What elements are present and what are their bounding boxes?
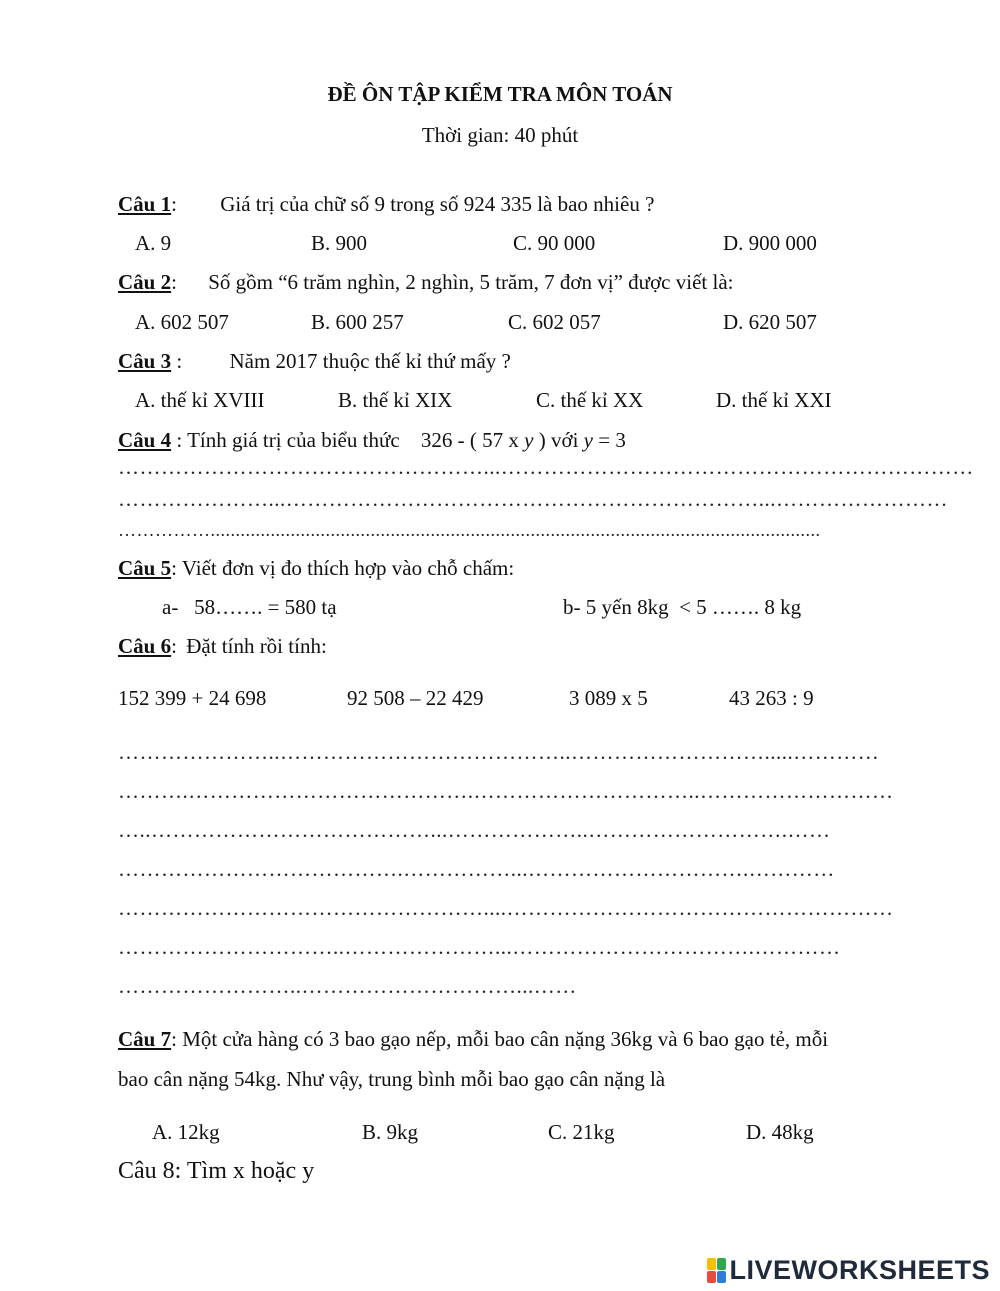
brand-name: LIVEWORKSHEETS — [729, 1255, 990, 1285]
question-text-continued: bao cân nặng 54kg. Như vậy, trung bình mỗi bao gạo cân nặng là — [118, 1067, 666, 1091]
q7-option-b[interactable]: B. 9kg — [362, 1120, 419, 1144]
question-2: Câu 2: Số gồm “6 trăm nghìn, 2 nghìn, 5 trăm, 7 đơn vị” được viết là: — [118, 270, 734, 294]
answer-line[interactable]: …………….......................................................................................................................... — [118, 520, 821, 540]
question-label: Câu 3 — [118, 349, 172, 373]
expression-part: = 3 — [593, 428, 626, 452]
question-text: Năm 2017 thuộc thế kỉ thứ mấy ? — [229, 349, 511, 373]
expression-part: ) với — [533, 428, 584, 452]
calc-4: 43 263 : 9 — [729, 686, 814, 710]
question-5: Câu 5: Viết đơn vị đo thích hợp vào chỗ chấm: — [118, 556, 515, 580]
question-label: Câu 7 — [118, 1027, 172, 1051]
question-label: Câu 6 — [118, 634, 172, 658]
work-line[interactable]: …………………………..…………………...…………………………….………… — [118, 935, 841, 959]
work-line[interactable]: ……….………………………………….…………………………..……………………… — [118, 779, 894, 803]
question-text: Số gồm “6 trăm nghìn, 2 nghìn, 5 trăm, 7 đơn vị” được viết là: — [208, 270, 734, 294]
question-text: Viết đơn vị đo thích hợp vào chỗ chấm: — [181, 556, 515, 580]
question-7: Câu 7: Một cửa hàng có 3 bao gạo nếp, mỗi bao cân nặng 36kg và 6 bao gạo tẻ, mỗi — [118, 1027, 829, 1051]
answer-line[interactable]: …………………...…………………………………………………………...…………………… — [118, 487, 948, 511]
work-line[interactable]: ……………………………………………....……………………………………………… — [118, 896, 894, 920]
question-label: Câu 5 — [118, 556, 172, 580]
q2-option-d[interactable]: D. 620 507 — [723, 310, 817, 334]
q7-option-c[interactable]: C. 21kg — [548, 1120, 615, 1144]
question-label: Câu 1 — [118, 192, 172, 216]
expression-part: 326 - ( 57 x — [420, 428, 525, 452]
question-label: Câu 2 — [118, 270, 172, 294]
calc-3: 3 089 x 5 — [569, 686, 648, 710]
q5-part-a[interactable]: a- 58……. = 580 tạ — [162, 595, 337, 619]
q7-option-a[interactable]: A. 12kg — [152, 1120, 220, 1144]
q1-option-d[interactable]: D. 900 000 — [723, 231, 817, 255]
q2-option-a[interactable]: A. 602 507 — [135, 310, 229, 334]
question-3: Câu 3 : Năm 2017 thuộc thế kỉ thứ mấy ? — [118, 349, 511, 373]
q2-option-b[interactable]: B. 600 257 — [311, 310, 404, 334]
work-line[interactable]: …………………..…………………………………..……………………….....………… — [118, 740, 880, 764]
liveworksheets-logo — [707, 1255, 990, 1286]
logo-blocks-icon — [707, 1258, 726, 1283]
question-text: Giá trị của chữ số 9 trong số 924 335 là bao nhiêu ? — [220, 192, 655, 216]
q3-option-d[interactable]: D. thế kỉ XXI — [716, 388, 832, 412]
question-8: Câu 8: Tìm x hoặc y — [118, 1158, 315, 1184]
q3-option-c[interactable]: C. thế kỉ XX — [536, 388, 644, 412]
question-text: Một cửa hàng có 3 bao gạo nếp, mỗi bao cân nặng 36kg và 6 bao gạo tẻ, mỗi — [182, 1027, 829, 1051]
q1-option-a[interactable]: A. 9 — [135, 231, 172, 255]
question-text: Tính giá trị của biểu thức — [187, 428, 400, 452]
question-text: Đặt tính rồi tính: — [186, 634, 327, 658]
question-1: Câu 1: Giá trị của chữ số 9 trong số 924 335 là bao nhiêu ? — [118, 192, 655, 216]
q7-option-d[interactable]: D. 48kg — [746, 1120, 814, 1144]
q2-option-c[interactable]: C. 602 057 — [508, 310, 601, 334]
q3-option-a[interactable]: A. thế kỉ XVIII — [135, 388, 265, 412]
q5-part-b[interactable]: b- 5 yến 8kg < 5 ……. 8 kg — [563, 595, 802, 619]
question-4: Câu 4 : Tính giá trị của biểu thức 326 - ( 57 x y ) với y = 3 — [118, 428, 626, 452]
calc-1: 152 399 + 24 698 — [118, 686, 267, 710]
work-line[interactable]: ……………………..…………………………...…… — [118, 974, 577, 998]
q3-option-b[interactable]: B. thế kỉ XIX — [338, 388, 453, 412]
work-line[interactable]: ………………………………….……………...………………………….………… — [118, 857, 835, 881]
exam-duration: Thời gian: 40 phút — [421, 123, 579, 147]
question-6: Câu 6: Đặt tính rồi tính: — [118, 634, 327, 658]
work-line[interactable]: …..…………………………………...………………..……………………….…… — [118, 818, 831, 842]
variable-y: y — [583, 428, 593, 452]
calc-2: 92 508 – 22 429 — [347, 686, 484, 710]
q1-option-b[interactable]: B. 900 — [311, 231, 368, 255]
answer-line[interactable]: ……………………………………………...………………………………………………………… — [118, 455, 974, 479]
question-label: Câu 4 — [118, 428, 172, 452]
q1-option-c[interactable]: C. 90 000 — [513, 231, 596, 255]
variable-y: y — [524, 428, 534, 452]
page-title: ĐỀ ÔN TẬP KIỂM TRA MÔN TOÁN — [327, 82, 673, 106]
